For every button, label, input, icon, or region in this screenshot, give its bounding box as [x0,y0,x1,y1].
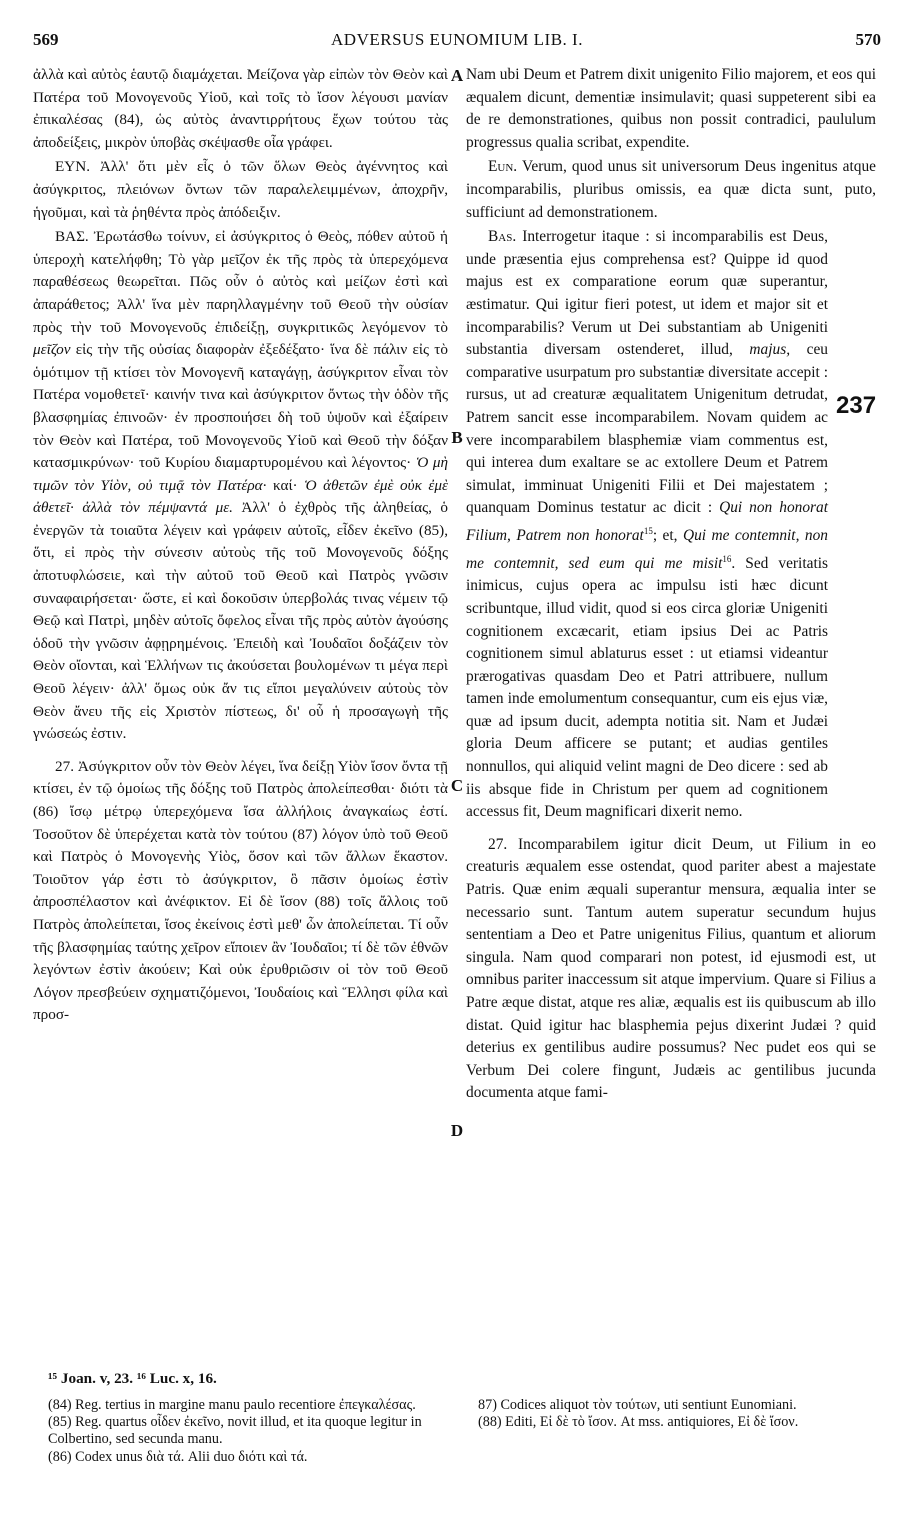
greek-text: Ἀλλ' ὁ ἐχθρὸς τῆς ἀληθείας, ὁ ἐνεργῶν τὰ τοιαῦτα λέγειν καὶ γράφειν αὐτοῖς, εἶδεν ἐκεῖνο (85), ὅτι, εἰ πρὸς τὴν σύνεσιν αὐτοὺς τῆς τοῦ Μονογενοῦς δόξης ἀποτυφλώσειε, καὶ τὴν αὐτοῦ τοῦ Θεοῦ καὶ Πατρὸς γνῶσιν συναφαιρήσεται· ὥστε, εἰ καὶ δοκοῦσιν ὑπερβολάς τινας νέμειν τῷ Θεῷ καὶ Πατρὶ, μηδὲν αὐτοῖς ὄφελος εἶναι τῆς πρὸς αὐτὸν ἀγούσης ὁδοῦ τὴν γνῶσιν ἀφῃρημένοις. Ἐπειδὴ καὶ Ἰουδαῖοι δοξάζειν τὸν Θεὸν οἴονται, καὶ Ἑλλήνων τις ἀκούσεται βουλομένων τι μέγα περὶ Θεοῦ λέγειν· ἀλλ' ὅμως οὐκ ἄν τις εἴποι μεγαλύνειν αὐτοὺς τὸν Θεὸν ἄνευ τῆς εἰς Χριστὸν πίστεως, δι' οὗ ἡ προσαγωγὴ τῆς γνώσεώς ἐστιν. [33,499,449,743]
greek-quotation: Ὁ μὴ τιμῶν τὸν Υἱὸν, οὐ τιμᾷ τὸν Πατέρα· [33,454,449,494]
greek-text: ΒΑΣ. Ἐρωτάσθω τοίνυν, εἰ ἀσύγκριτος ὁ Θεὸς, πόθεν αὐτοῦ ἡ ὑπεροχὴ κατελήφθη; Τὸ γὰρ μεῖζον ἐκ τῆς πρὸς τὰ ὑπερεχόμενα παραθέσεως θεωρεῖται. Πῶς οὖν ὁ αὐτὸς καὶ μείζων ἐστὶ καὶ ἀπαράθετος; Ἀλλ' ἵνα μὲν παρηλλαγμένην τοῦ Θεοῦ τὴν οὐσίαν πρὸς τὴν τοῦ Μονογενοῦς ἐπιδείξῃ, συγκριτικῶς λεγόμενον τὸ [33,228,448,336]
column-number: 237 [836,392,877,419]
greek-paragraph: 27. Ἀσύγκριτον οὖν τὸν Θεὸν λέγει, ἵνα δείξῃ Υἱὸν ἴσον ὄντα τῇ κτίσει, ἐν τῷ ὁμοίως τῆς δόξης τοῦ Πατρὸς ἀπολείπεσθαι· διότι τὰ (86) ἴσῳ μέτρῳ ὑπερεχόμενα ἴσα ἀλλήλοις ἀναγκαίως ἐστί. Τοσοῦτον δὲ ὑπερέχεται κατὰ τὸν τούτου (87) λόγον ὑπὸ τοῦ Θεοῦ καὶ Πατρὸς ὁ Μονογενὴς Υἱὸς, ὅσον καὶ τῶν ἄλλων ἕκαστον. Τοιοῦτον γάρ ἐστι τὸ ἀσύγκριτον, ὃ πᾶσιν ὁμοίως ἐστὶν ἀπροσπέλαστον καὶ ἀνέφικτον. Εἰ δὲ ἴσον (88) τοῖς ἄλλοις τοῦ Πατρὸς ἀπολείπεται, ἴσος ἐκείνοις ἐστὶ μεθ' ὧν ἀπολείπεται. Τί οὖν τῆς βλασφημίας ταύτης χεῖρον εἴποιεν ἂν Ἰουδαῖοι; τί δὲ τῶν ἐθνῶν λεγόντων ἐστὶν ἀκούειν; Καὶ οὐκ ἐρυθριῶσιν οἱ τὸν τοῦ Θεοῦ Λόγον πρεσβεύειν σχηματιζόμενοι, Ἰουδαίοις καὶ Ἕλλησι φίλα καὶ προσ- [33,757,448,1024]
textual-note: (84) Reg. tertius in margine manu paulo recentiore ἐπεγκαλέσας. [48,1397,416,1413]
textual-note: (86) Codex unus διὰ τά. Alii duo διότι καὶ τά. [48,1448,308,1465]
running-header [33,30,881,56]
section-marker-b: B [451,428,463,447]
notes-right [478,1397,876,1431]
textual-note: (88) Editi, Εἰ δὲ τὸ ἴσον. At mss. antiquiores, Εἰ δὲ ἴσον. [478,1414,799,1431]
footnote-ref: 15 [643,525,653,536]
latin-text: ceu comparative usurpatum pro substantiæ diversitate accepit : rursus, ut ad creaturæ æqualitatem Unigenitum detrudat, Patrem sancit esse incomparabilem. Novam quidem ac vere incomparabilem blasphemiæ viam commentus est, qui interea dum exaltare se ac extollere Deum et Patrem simulat, imminuat Unigeniti Filii et Dei majestatem ; quanquam Dominus testatur ac dicit : [466,341,828,517]
latin-quotation: Qui me contemnit, non me contemnit, sed eum qui me misit [466,527,828,572]
greek-text: καί· [272,476,298,494]
section-marker-d: D [450,1121,464,1140]
section-marker-c: C [450,776,464,795]
latin-paragraph: 27. Incomparabilem igitur dicit Deum, ut Filium in eo creaturis æqualem esse ostendat, quod pariter abest a majestate Patris. Quæ enim æquali superantur mensura, æqualia inter se necessario sunt. Tantum autem superatur secundum hujus sententiam a Deo et Patre unigenitus Filius, quantum et aliorum singula. Nam quod comparari non potest, id ejusmodi est, ut omnibus pariter inaccessum sit atque impervium. Quare si Filius a Patre æque distat, atque res aliæ, æqualis est iis quibuscum ab illo distat. Quid igitur hac blasphemia pejus dixerint Judæi ? quid deterius ex gentilibus audire possumus? Nec pudet eos qui se Verbum Dei colere fingunt, Judæis ac gentilibus jucunda documenta atque fami- [466,835,876,1102]
section-marker-a: A [450,66,464,85]
textual-note: 87) Codices aliquot τὸν τούτων, uti sentiunt Eunomiani. [478,1397,797,1413]
footnote-ref: 16 [722,553,732,564]
textual-note: (85) Reg. quartus οἶδεν ἐκεῖνο, novit illud, et ita quoque legitur in Colbertino, sed secunda manu. [48,1414,422,1448]
page-number-left: 569 [33,30,59,49]
notes-left [48,1397,448,1466]
latin-italic-word: majus, [749,341,791,359]
speaker-label: Bas. [488,228,517,246]
greek-quotation: Ὁ ἀθετῶν ἐμὲ οὐκ ἐμὲ ἀθετεῖ· ἀλλὰ τὸν πέμψαντά με. [33,476,449,517]
greek-column [33,64,448,1027]
greek-text: εἰς τὴν τῆς οὐσίας διαφορὰν ἐξεδέξατο· ἵνα δὲ πάλιν εἰς τὸ ὁμότιμον τῇ κτίσει τὸν Μονογενῆ καταγάγῃ, ἀσύγκριτον εἶναι τὸν Πατέρα νομοθετεῖ· καινήν τινα καὶ ἀσύγκριτον ὄντως τὴν ὁδὸν τῆς βλασφημίας ἐπινοῶν· ἐν προσποιήσει δὴ τοῦ ὑψοῦν καὶ ἐξαίρειν τὸν Θεὸν καὶ Πατέρα, τοῦ Μονογενοῦς Υἱοῦ καὶ Θεοῦ τὴν δόξαν κατασμικρύνων· τοῦ Κυρίου διαμαρτυρομένου καὶ λέγοντος· [33,341,448,472]
greek-italic-word: μεῖζον [33,341,71,359]
greek-paragraph: ΕΥΝ. Ἀλλ' ὅτι μὲν εἷς ὁ τῶν ὅλων Θεὸς ἀγέννητος καὶ ἀσύγκριτος, πλειόνων ὄντων τῶν παραλελειμμένων, ἀποχρῆν, ἡγοῦμαι, καὶ τὰ ῥηθέντα πρὸς ἀπόδειξιν. [33,158,448,221]
latin-paragraph [466,226,876,824]
latin-text: . Sed veritatis inimicus, cujus opera ac impulsu isti hæc dicunt scribuntque, illud vidit, quod si eos circa gloriæ Unigeniti cognitionem excæcarit, etiam ipsius Dei ac Patris cognitionem simul ablaturus esset : ut etiamsi videantur prærogativas quasdam Deo et Patri attribuere, nullum tamen inde emolumentum consequantur, cum eis ejus viæ, quæ ad ipsum ducit, adempta notitia sit. Nam et Judæi gloria Deum afficere se putant; et audias gentiles nonnullos, qui aliquid velint magni de Deo dicere : sed ab iis absque fide in Christum per quem ad cognitionem accessus fit, Deum magnificari dixerit nemo. [466,554,828,821]
latin-paragraph: Nam ubi Deum et Patrem dixit unigenito Filio majorem, et eos qui æqualem dicunt, dementiæ insimulavit; quasi suppeterent sibi ea de re demonstrationes, quibus non possit contradici, paululum progressus qualia scribat, expendite. [466,66,876,151]
greek-paragraph: ἀλλὰ καὶ αὐτὸς ἑαυτῷ διαμάχεται. Μείζονα γὰρ εἰπὼν τὸν Θεὸν καὶ Πατέρα τοῦ Μονογενοῦς Υἱοῦ, καὶ τοῖς τὸ ἴσον λέγουσι μανίαν ἐπικαλέσας (84), ὡς αὐτὸς ἀναντιρρήτους ἔχων τούτου τὰς ἀποδείξεις, μικρὸν ὑποβὰς σκέψασθε οἷα γράφει. [33,66,448,151]
latin-paragraph [466,156,876,224]
latin-text: Interrogetur itaque : si incomparabilis est Deus, unde præsentia ejus comprehensa est? Quippe id quod majus est ex comparatione eorum quæ superantur, æstimatur. Qui igitur fieri potest, ut idem et major sit et incomparabilis? Verum ut Dei substantiam ab Unigeniti substantia diversam ostenderet, illud, [466,228,828,359]
page-number-right: 570 [855,30,881,49]
speaker-label: Eun. [488,158,518,176]
running-title: ADVERSUS EUNOMIUM LIB. I. [331,30,583,49]
scripture-references: ¹⁵ Joan. v, 23. ¹⁶ Luc. x, 16. [48,1370,217,1387]
latin-text: ; et, [652,527,678,544]
latin-quotation: Qui non honorat Filium, Patrem non honorat [466,499,828,544]
greek-paragraph [33,226,448,746]
latin-text: Verum, quod unus sit universorum Deus ingenitus atque incomparabilis, pluribus omissis, ea quæ dicta sunt, puto, sufficiunt ad demonstrationem. [466,158,876,221]
latin-column [466,64,876,1105]
